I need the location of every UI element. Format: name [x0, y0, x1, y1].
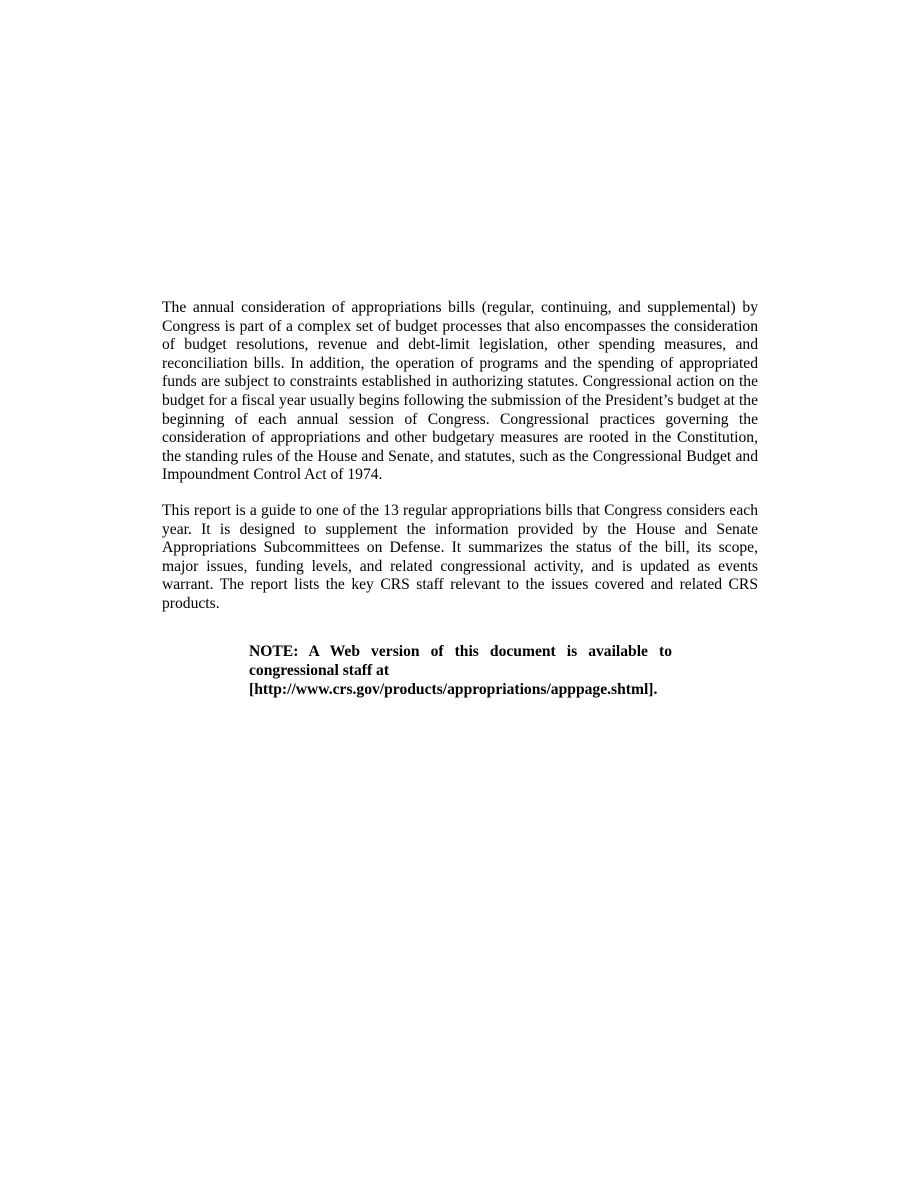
note-line-1: NOTE: A Web version of this document is available to — [249, 643, 672, 660]
note-line-2: congressional staff at — [249, 662, 390, 679]
note-url-link[interactable]: [http://www.crs.gov/products/appropriations/apppage.shtml]. — [249, 681, 658, 698]
report-description-paragraph: This report is a guide to one of the 13 regular appropriations bills that Congress considers each year. It is designed to supplement the information provided by the House and Senate Appropriations Subcommittees on Defense. It summarizes the status of the bill, its scope, major issues, funding levels, and related congressional activity, and is updated as events warrant. The report lists the key CRS staff relevant to the issues covered and related CRS products. — [162, 502, 758, 612]
intro-paragraph: The annual consideration of appropriations bills (regular, continuing, and supplemental) by Congress is part of a complex set of budget processes that also encompasses the consideration of budget resolutions, revenue and debt-limit legislation, other spending measures, and reconciliation bills. In addition, the operation of programs and the spending of appropriated funds are subject to constraints established in authorizing statutes. Congressional action on the budget for a fiscal year usually begins following the submission of the President’s budget at the beginning of each annual session of Congress. Congressional practices governing the consideration of appropriations and other budgetary measures are rooted in the Constitution, the standing rules of the House and Senate, and statutes, such as the Congressional Budget and Impoundment Control Act of 1974. — [162, 299, 758, 484]
web-version-note — [249, 642, 672, 699]
